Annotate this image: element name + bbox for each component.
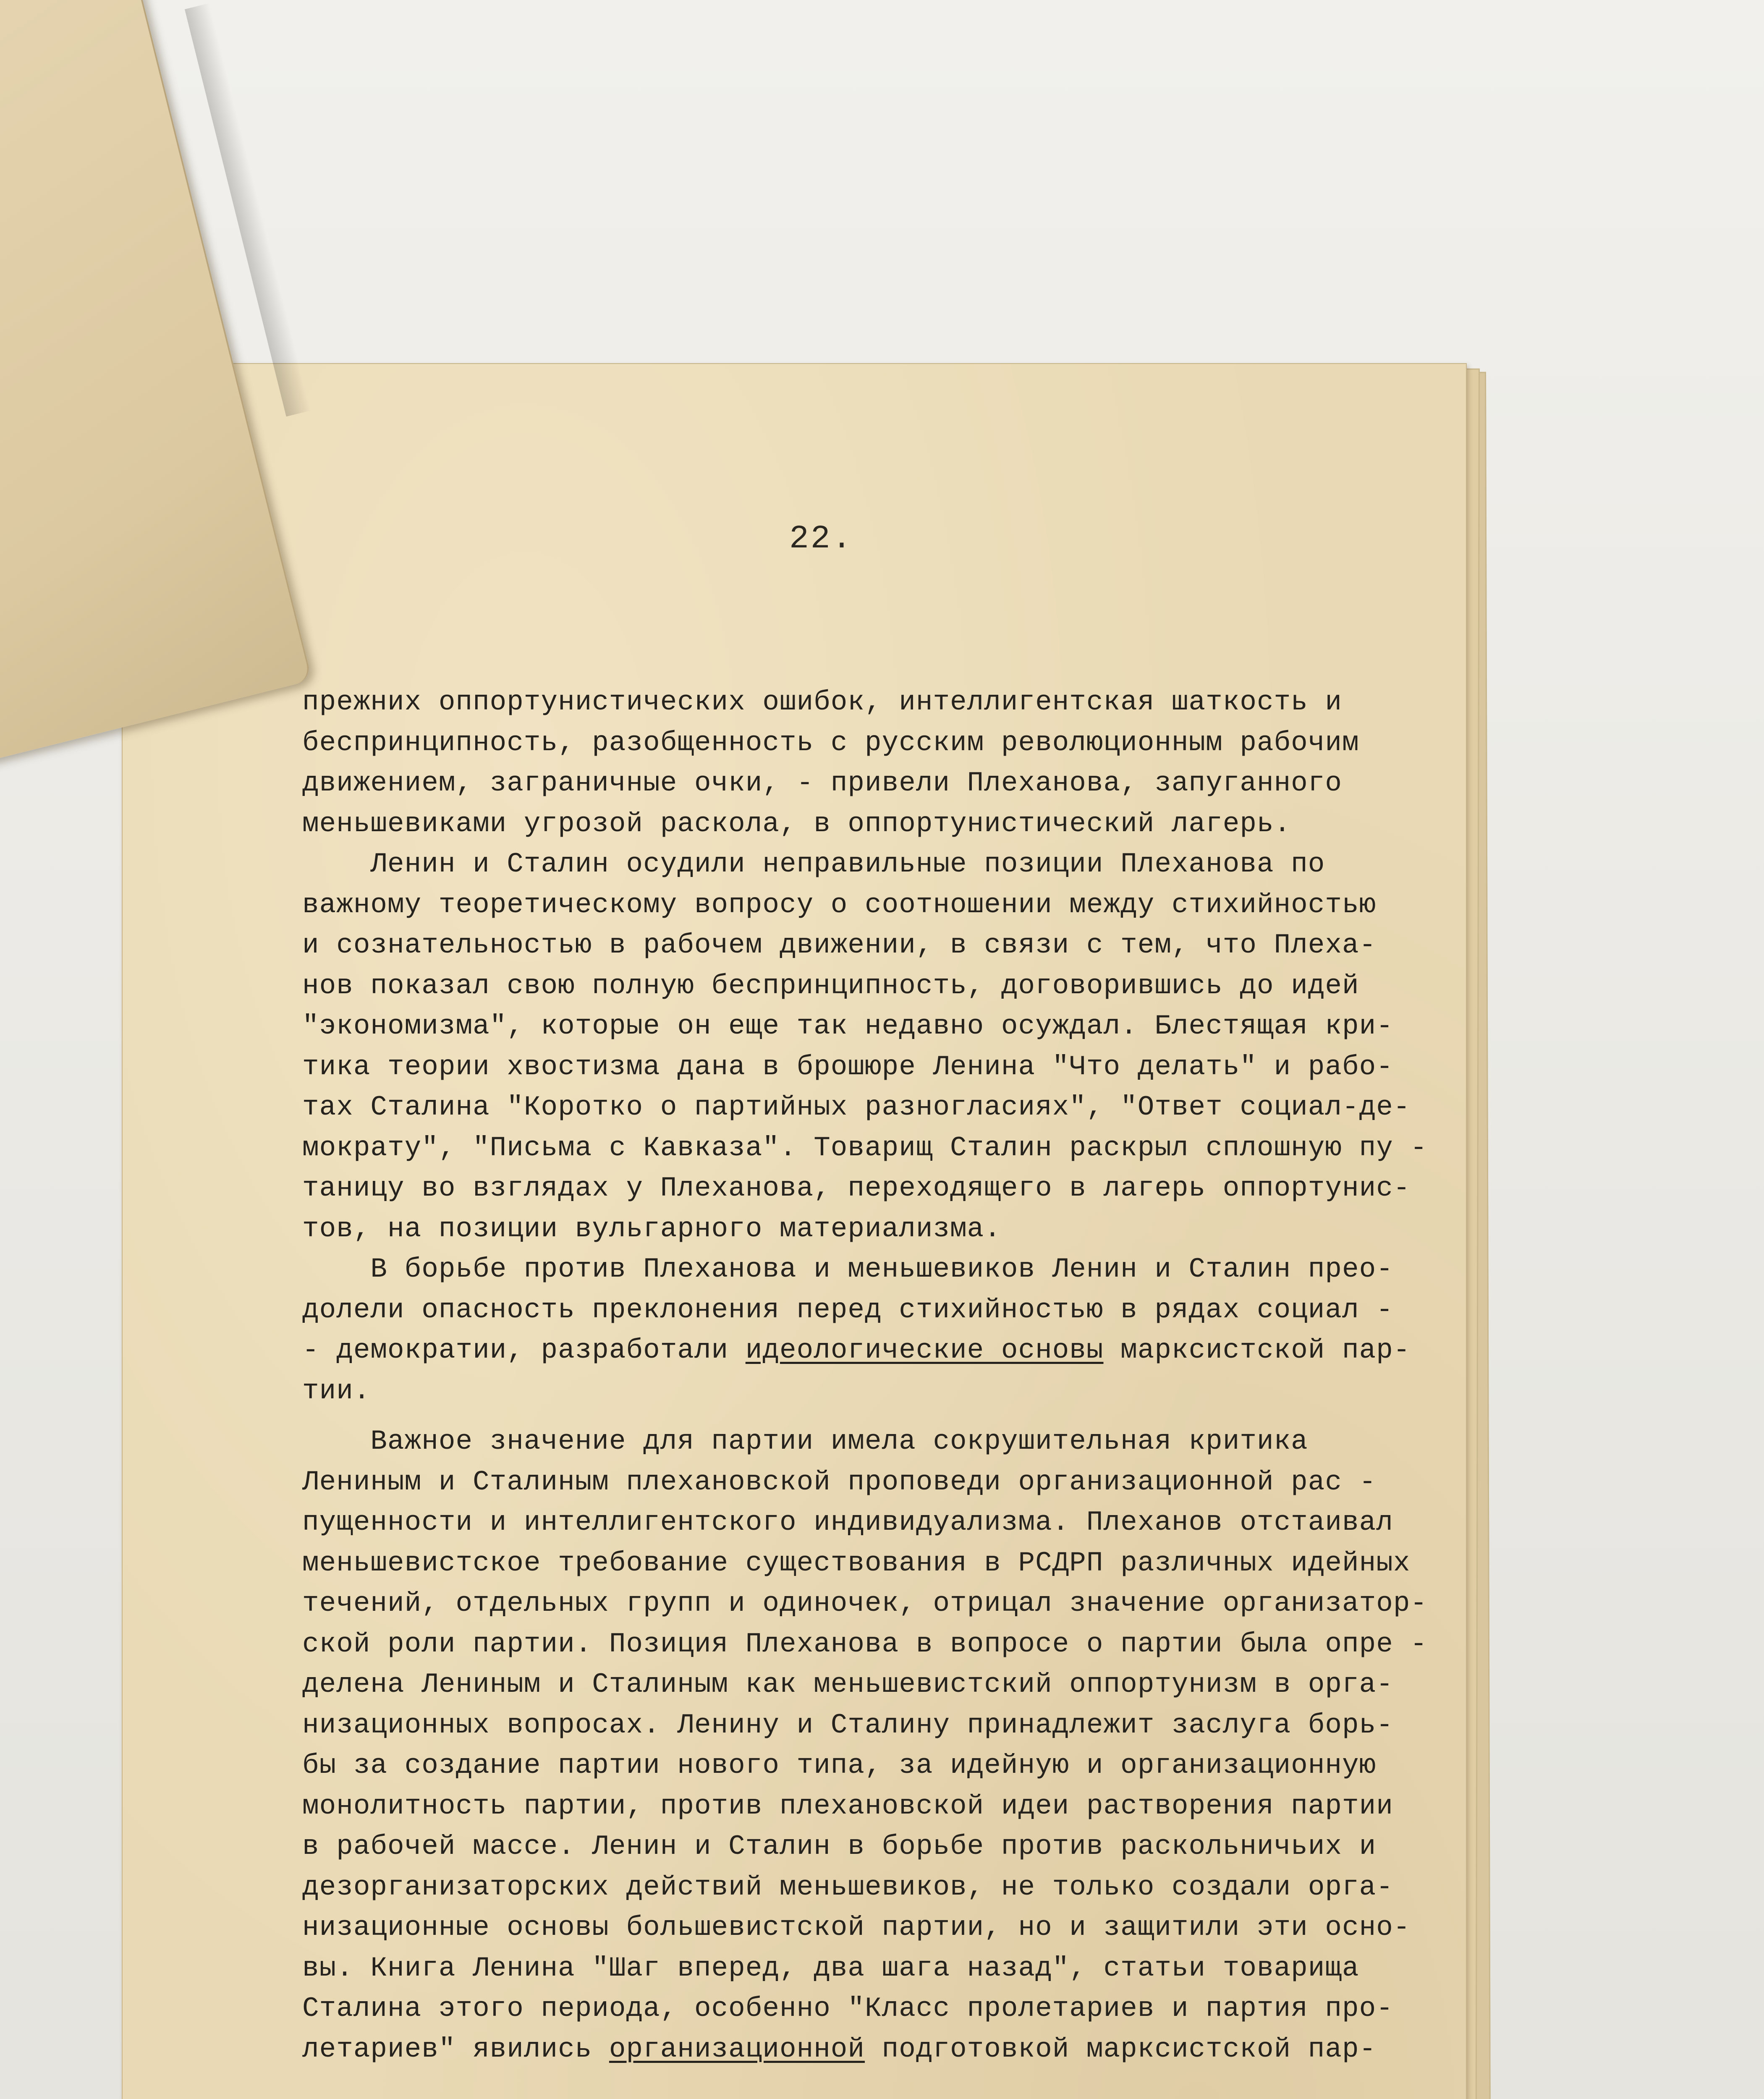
text-line: долели опасность преклонения перед стихийностью в рядах социал - [302, 1294, 1393, 1326]
text-line: течений, отдельных групп и одиночек, отрицал значение организатор- [302, 1588, 1428, 1619]
text-line: важному теоретическому вопросу о соотношении между стихийностью [302, 889, 1377, 921]
text-line: тика теории хвостизма дана в брошюре Ленина "Что делать" и рабо- [302, 1051, 1393, 1083]
text-line: движением, заграничные очки, - привели Плеханова, запуганного [302, 767, 1342, 799]
underlined-phrase: организационной [609, 2033, 865, 2065]
text-line: тах Сталина "Коротко о партийных разногласиях", "Ответ социал-де- [302, 1091, 1411, 1123]
text-line: Лениным и Сталиным плехановской проповеди организационной рас - [302, 1466, 1377, 1498]
text-line: В борьбе против Плеханова и меньшевиков Ленин и Сталин прео- [302, 1254, 1393, 1285]
text-line: беспринципность, разобщенность с русским революционным рабочим [302, 727, 1359, 759]
text-line [302, 2029, 1448, 2070]
text-line: Важное значение для партии имела сокрушительная критика [302, 1426, 1308, 1457]
text-segment: марксистской пар- [1103, 1335, 1411, 1366]
text-segment: летариев" явились [302, 2033, 609, 2065]
text-line [302, 1330, 1448, 1371]
text-line: делена Лениным и Сталиным как меньшевистский оппортунизм в орга- [302, 1669, 1393, 1700]
text-line: мократу", "Письма с Кавказа". Товарищ Сталин раскрыл сплошную пу - [302, 1132, 1428, 1164]
text-line: низационные основы большевистской партии, но и защитили эти осно- [302, 1912, 1411, 1943]
text-line: меньшевиками угрозой раскола, в оппортунистический лагерь. [302, 808, 1291, 840]
text-line: нов показал свою полную беспринципность, договорившись до идей [302, 970, 1359, 1002]
underlined-phrase: идеологические основы [745, 1335, 1104, 1366]
text-line: прежних оппортунистических ошибок, интеллигентская шаткость и [302, 686, 1342, 718]
page-number: 22. [789, 521, 853, 557]
text-line: низационных вопросах. Ленину и Сталину принадлежит заслуга борь- [302, 1709, 1393, 1741]
paragraph-gap [302, 1411, 1448, 1421]
text-line: вы. Книга Ленина "Шаг вперед, два шага назад", статьи товарища [302, 1952, 1359, 1984]
text-segment: подготовкой марксистской пар- [865, 2033, 1377, 2065]
text-line: бы за создание партии нового типа, за идейную и организационную [302, 1750, 1377, 1781]
text-line: "экономизма", которые он еще так недавно осуждал. Блестящая кри- [302, 1010, 1393, 1042]
text-line: и сознательностью в рабочем движении, в связи с тем, что Плеха- [302, 929, 1377, 961]
text-line: тии. [302, 1375, 371, 1407]
text-line: Сталина этого периода, особенно "Класс пролетариев и партия про- [302, 1993, 1393, 2024]
text-line: Ленин и Сталин осудили неправильные позиции Плеханова по [302, 848, 1325, 880]
text-segment: - демократии, разработали [302, 1335, 746, 1366]
text-line: ской роли партии. Позиция Плеханова в вопросе о партии была опре - [302, 1628, 1428, 1660]
body-text [302, 682, 1448, 2070]
text-line: пущенности и интеллигентского индивидуализма. Плеханов отстаивал [302, 1507, 1393, 1538]
text-line: меньшевистское требование существования в РСДРП различных идейных [302, 1547, 1411, 1579]
text-line: таницу во взглядах у Плеханова, переходящего в лагерь оппортунис- [302, 1173, 1411, 1204]
text-line: тов, на позиции вульгарного материализма. [302, 1213, 1001, 1245]
text-line: в рабочей массе. Ленин и Сталин в борьбе против раскольничьих и [302, 1831, 1377, 1862]
text-line: монолитность партии, против плехановской идеи растворения партии [302, 1790, 1393, 1822]
text-line: дезорганизаторских действий меньшевиков, не только создали орга- [302, 1871, 1393, 1903]
